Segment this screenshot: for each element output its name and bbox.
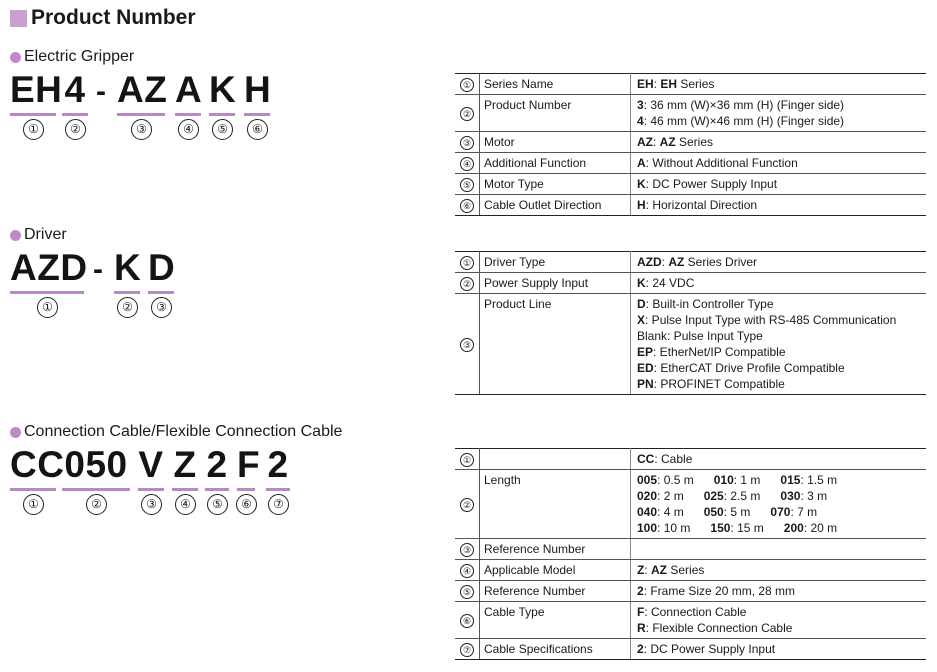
value-code: 025 — [703, 489, 724, 503]
circled-number: ⑥ — [460, 199, 474, 213]
spec-row-name: Cable Outlet Direction — [480, 195, 631, 216]
value-code: 040 — [637, 505, 658, 519]
code-segment — [205, 445, 229, 485]
value-text: : Frame Size 20 mm, 28 mm — [643, 584, 796, 598]
code-underline — [62, 113, 88, 116]
circled-number: ① — [23, 119, 44, 140]
code-segment-text: AZ — [117, 69, 168, 110]
code-segment — [62, 445, 130, 485]
code-segment — [266, 445, 290, 485]
cable-heading: Connection Cable/Flexible Connection Cable — [24, 423, 343, 440]
spec-row-name: Cable Type — [480, 602, 631, 639]
value-text: : AZ Series — [644, 563, 705, 577]
code-segment-text: F — [237, 444, 261, 485]
code-segment-text: 2 — [267, 444, 289, 485]
page-title — [10, 6, 196, 30]
value-code: D — [637, 297, 646, 311]
bullet-dot-icon — [10, 52, 21, 63]
code-underline — [172, 488, 198, 491]
value-code: K — [637, 276, 646, 290]
circled-number: ③ — [460, 338, 474, 352]
spec-row-value — [631, 470, 927, 539]
length-item — [714, 473, 771, 487]
value-code: H — [637, 198, 646, 212]
value-line — [637, 134, 922, 150]
code-underline — [266, 488, 290, 491]
value-text: : 1 m — [733, 473, 761, 487]
value-text: : PROFINET Compatible — [653, 377, 785, 391]
code-segment — [10, 444, 65, 485]
spec-row — [455, 449, 926, 470]
circled-number: ⑦ — [460, 643, 474, 657]
spec-row — [455, 539, 926, 560]
spec-row — [455, 195, 926, 216]
value-code: EP — [637, 345, 654, 359]
circled-number: ④ — [460, 564, 474, 578]
title-square-icon — [10, 10, 27, 27]
spec-row-value — [631, 252, 927, 273]
spec-row-name: Applicable Model — [480, 560, 631, 581]
spec-row — [455, 560, 926, 581]
code-segment-text: H — [244, 69, 272, 110]
code-dash: - — [93, 253, 103, 286]
value-text: : 20 m — [803, 521, 838, 535]
circled-number: ⑤ — [460, 585, 474, 599]
code-segment — [175, 70, 201, 110]
value-line — [637, 155, 922, 171]
circled-number: ⑥ — [460, 614, 474, 628]
value-code: F — [637, 605, 645, 619]
circled-number: ⑤ — [212, 119, 233, 140]
spec-row-number — [455, 602, 480, 639]
code-segment-text: CC — [10, 444, 65, 485]
value-text: : 7 m — [790, 505, 818, 519]
circled-number: ⑤ — [460, 178, 474, 192]
value-code: 3 — [637, 98, 644, 112]
value-series: EH — [660, 77, 678, 91]
length-item — [780, 473, 847, 487]
circled-number: ⑦ — [268, 494, 289, 515]
length-row — [637, 520, 922, 536]
length-item — [780, 489, 837, 503]
value-line — [637, 604, 922, 620]
circled-number: ① — [23, 494, 44, 515]
value-text: : 46 mm (W)×46 mm (H) (Finger side) — [643, 114, 845, 128]
spec-row-name: Product Number — [480, 95, 631, 132]
value-line — [637, 562, 922, 578]
code-segment-text: AZD — [10, 247, 88, 288]
value-code: 015 — [780, 473, 801, 487]
circled-number: ③ — [131, 119, 152, 140]
spec-row-value — [631, 273, 927, 294]
spec-row — [455, 294, 926, 395]
code-underline — [10, 291, 84, 294]
section-title-gripper — [10, 48, 134, 66]
code-dash: - — [96, 75, 106, 108]
spec-row-number — [455, 95, 480, 132]
code-underline — [148, 291, 174, 294]
value-code: EH — [637, 77, 654, 91]
value-text: : AZ Series — [653, 135, 714, 149]
value-code: CC — [637, 452, 655, 466]
value-series: AZ — [651, 563, 668, 577]
code-underline — [10, 113, 56, 116]
value-text: : 0.5 m — [657, 473, 694, 487]
spec-row-value — [631, 95, 927, 132]
spec-row-value — [631, 639, 927, 660]
spec-row-value — [631, 195, 927, 216]
spec-row-number — [455, 132, 480, 153]
page-title-text: Product Number — [31, 6, 196, 29]
circled-number: ② — [460, 277, 474, 291]
circled-number: ① — [460, 78, 474, 92]
value-line — [637, 641, 922, 657]
value-code: 2 — [637, 584, 644, 598]
spec-row-value — [631, 132, 927, 153]
value-line — [637, 296, 922, 312]
driver-spec-table — [455, 251, 926, 395]
gripper-spec-table — [455, 73, 926, 216]
spec-row-number — [455, 560, 480, 581]
value-text: : Horizontal Direction — [645, 198, 758, 212]
cable-spec-table — [455, 448, 926, 660]
value-text: : 15 m — [730, 521, 764, 535]
circled-number: ② — [117, 297, 138, 318]
bullet-dot-icon — [10, 427, 21, 438]
circled-number: ③ — [141, 494, 162, 515]
code-segment — [117, 69, 168, 110]
code-underline — [117, 113, 165, 116]
value-code: AZD — [637, 255, 662, 269]
length-item — [637, 521, 700, 535]
spec-row-number — [455, 153, 480, 174]
code-segment-text: K — [209, 69, 237, 110]
spec-row — [455, 602, 926, 639]
section-title-driver — [10, 226, 67, 244]
value-code: 010 — [713, 473, 734, 487]
circled-number: ⑥ — [247, 119, 268, 140]
value-code: PN — [637, 377, 654, 391]
value-code: 070 — [770, 505, 791, 519]
value-text: : EH Series — [653, 77, 715, 91]
value-code: Z — [637, 563, 645, 577]
value-text: : DC Power Supply Input — [645, 177, 778, 191]
length-item — [770, 505, 827, 519]
spec-row-number — [455, 581, 480, 602]
value-line — [637, 620, 922, 636]
value-line — [637, 360, 922, 376]
spec-row-value — [631, 539, 927, 560]
spec-row — [455, 95, 926, 132]
value-text: : DC Power Supply Input — [643, 642, 776, 656]
length-item — [637, 489, 694, 503]
value-code: ED — [637, 361, 654, 375]
spec-row-number — [455, 273, 480, 294]
value-text: : 2 m — [657, 489, 684, 503]
code-segment — [237, 444, 261, 485]
spec-row-number — [455, 252, 480, 273]
length-item — [710, 521, 773, 535]
spec-row-name: Series Name — [480, 74, 631, 95]
value-code: AZ — [637, 135, 653, 149]
length-row — [637, 488, 922, 504]
code-segment — [138, 445, 164, 485]
circled-number: ① — [460, 256, 474, 270]
spec-row — [455, 639, 926, 660]
value-code: 050 — [703, 505, 724, 519]
circled-number: ② — [460, 498, 474, 512]
code-segment-text: Z — [173, 444, 197, 485]
value-text: Blank: Pulse Input Type — [637, 329, 763, 343]
value-line — [637, 344, 922, 360]
spec-row-name: Motor Type — [480, 174, 631, 195]
spec-row-value — [631, 74, 927, 95]
code-underline — [114, 291, 140, 294]
circled-number: ⑤ — [207, 494, 228, 515]
circled-number: ③ — [460, 543, 474, 557]
circled-number: ③ — [151, 297, 172, 318]
value-line — [637, 76, 922, 92]
spec-row — [455, 153, 926, 174]
code-segment — [244, 70, 270, 110]
code-segment-text: EH — [10, 69, 63, 110]
spec-row — [455, 273, 926, 294]
code-segment-text: D — [148, 247, 176, 288]
value-text: : 3 m — [800, 489, 828, 503]
driver-heading: Driver — [24, 226, 67, 243]
length-item — [637, 505, 694, 519]
value-code: 020 — [637, 489, 658, 503]
value-text: : 5 m — [723, 505, 751, 519]
spec-row-name — [480, 449, 631, 470]
value-text: : 10 m — [657, 521, 691, 535]
value-line — [637, 97, 922, 113]
spec-row-name: Driver Type — [480, 252, 631, 273]
code-underline — [244, 113, 270, 116]
code-underline — [10, 488, 56, 491]
value-text: : Built-in Controller Type — [645, 297, 774, 311]
value-text: : 24 VDC — [645, 276, 695, 290]
value-text: : Connection Cable — [644, 605, 747, 619]
value-text: : Without Additional Function — [645, 156, 798, 170]
spec-row — [455, 470, 926, 539]
spec-row-value — [631, 174, 927, 195]
spec-row-number — [455, 174, 480, 195]
code-segment-text: 2 — [206, 444, 228, 485]
value-text: : 4 m — [657, 505, 684, 519]
length-item — [784, 521, 847, 535]
spec-row — [455, 74, 926, 95]
spec-row-value — [631, 560, 927, 581]
spec-row-name: Cable Specifications — [480, 639, 631, 660]
code-segment — [148, 248, 174, 288]
spec-row-number — [455, 195, 480, 216]
value-text: : EtherNet/IP Compatible — [653, 345, 786, 359]
code-segment-text: K — [114, 247, 142, 288]
spec-row-name: Additional Function — [480, 153, 631, 174]
spec-row — [455, 252, 926, 273]
value-text: : 2.5 m — [723, 489, 761, 503]
value-code: X — [637, 313, 646, 327]
length-row — [637, 472, 922, 488]
value-line — [637, 113, 922, 129]
value-code: 005 — [637, 473, 658, 487]
spec-row-number — [455, 294, 480, 395]
spec-row-number — [455, 449, 480, 470]
value-line — [637, 328, 922, 344]
spec-row-name: Reference Number — [480, 539, 631, 560]
value-line — [637, 275, 922, 291]
circled-number: ② — [86, 494, 107, 515]
value-text: : Flexible Connection Cable — [645, 621, 793, 635]
value-line — [637, 254, 922, 270]
value-code: 2 — [637, 642, 644, 656]
section-title-cable — [10, 423, 342, 441]
spec-row-number — [455, 639, 480, 660]
value-line — [637, 176, 922, 192]
code-underline — [205, 488, 229, 491]
value-text: : Cable — [654, 452, 693, 466]
code-underline — [138, 488, 164, 491]
value-code: 030 — [780, 489, 801, 503]
spec-row — [455, 581, 926, 602]
spec-row-number — [455, 539, 480, 560]
value-code: K — [637, 177, 646, 191]
spec-row-name: Reference Number — [480, 581, 631, 602]
circled-number: ④ — [175, 494, 196, 515]
circled-number: ④ — [178, 119, 199, 140]
value-text: : 1.5 m — [800, 473, 838, 487]
value-code: A — [637, 156, 646, 170]
value-series: AZ — [659, 135, 676, 149]
circled-number: ④ — [460, 157, 474, 171]
value-line — [637, 376, 922, 392]
code-segment-text: V — [138, 444, 164, 485]
bullet-dot-icon — [10, 230, 21, 241]
spec-row-value — [631, 449, 927, 470]
code-segment-text: 4 — [64, 69, 86, 110]
circled-number: ① — [460, 453, 474, 467]
value-line — [637, 197, 922, 213]
code-segment — [62, 70, 88, 110]
code-segment — [10, 69, 63, 110]
value-text: : Pulse Input Type with RS-485 Communication — [645, 313, 897, 327]
value-line — [637, 583, 922, 599]
circled-number: ⑥ — [236, 494, 257, 515]
value-code: 4 — [637, 114, 644, 128]
code-segment-text: 050 — [64, 444, 128, 485]
circled-number: ③ — [460, 136, 474, 150]
spec-row-name: Product Line — [480, 294, 631, 395]
code-underline — [175, 113, 201, 116]
circled-number: ② — [460, 107, 474, 121]
spec-row — [455, 132, 926, 153]
value-text: : AZ Series Driver — [661, 255, 758, 269]
code-segment — [10, 247, 88, 288]
value-code: 150 — [710, 521, 731, 535]
spec-row-name: Power Supply Input — [480, 273, 631, 294]
code-segment-text: A — [175, 69, 203, 110]
circled-number: ② — [65, 119, 86, 140]
spec-row-value — [631, 602, 927, 639]
value-code: 200 — [783, 521, 804, 535]
spec-row-number — [455, 74, 480, 95]
spec-row-value — [631, 294, 927, 395]
spec-row-number — [455, 470, 480, 539]
spec-row-value — [631, 581, 927, 602]
length-row — [637, 504, 922, 520]
code-underline — [62, 488, 130, 491]
gripper-heading: Electric Gripper — [24, 48, 135, 65]
value-text: : 36 mm (W)×36 mm (H) (Finger side) — [643, 98, 845, 112]
code-segment — [172, 445, 198, 485]
spec-row-name: Length — [480, 470, 631, 539]
value-line — [637, 312, 922, 328]
value-text: : EtherCAT Drive Profile Compatible — [653, 361, 845, 375]
length-item — [704, 505, 761, 519]
spec-row — [455, 174, 926, 195]
circled-number: ① — [37, 297, 58, 318]
value-series: AZ — [668, 255, 685, 269]
length-item — [637, 473, 704, 487]
value-code: R — [637, 621, 646, 635]
value-code: 100 — [637, 521, 658, 535]
code-underline — [209, 113, 235, 116]
length-item — [704, 489, 771, 503]
value-line — [637, 451, 922, 467]
code-segment — [114, 248, 140, 288]
spec-row-name: Motor — [480, 132, 631, 153]
code-underline — [237, 488, 255, 491]
code-segment — [209, 70, 235, 110]
spec-row-value — [631, 153, 927, 174]
